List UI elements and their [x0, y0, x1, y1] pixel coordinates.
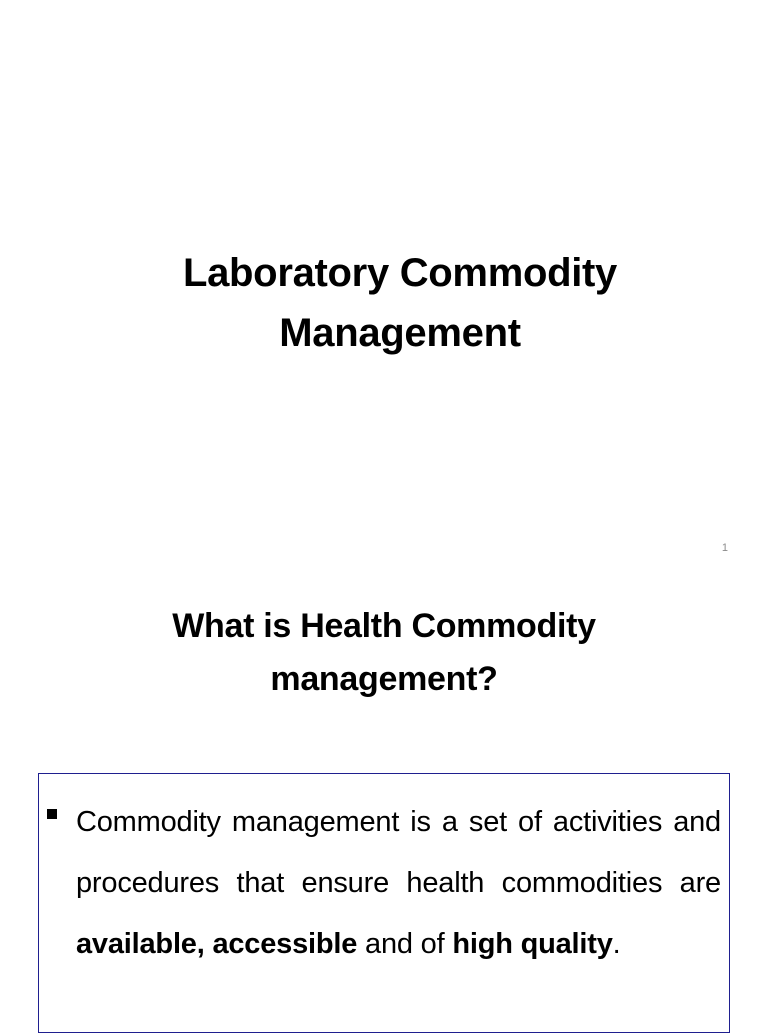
bullet-text-part-1: Commodity management is a set of activities and procedures that ensure health commodities are	[76, 806, 721, 899]
bullet-text-part-2: and of	[357, 928, 453, 960]
bullet-text-part-3: .	[612, 928, 621, 960]
slide-heading-line-1: What is Health Commodity	[172, 607, 596, 645]
bullet-text	[76, 792, 721, 975]
slide-title-line-1: Laboratory Commodity	[182, 251, 618, 295]
slide-title	[100, 243, 700, 363]
bullet-bold-high-quality: high quality	[452, 928, 613, 960]
slide-number: 1	[721, 542, 728, 554]
slide-heading-line-2: management?	[270, 660, 498, 698]
content-text-box	[38, 773, 730, 1033]
slide-2	[0, 576, 768, 1024]
square-bullet-icon	[47, 809, 57, 819]
slide-heading	[84, 600, 684, 706]
slide-title-line-2: Management	[279, 311, 521, 355]
bullet-bold-available-accessible: available, accessible	[76, 928, 358, 960]
